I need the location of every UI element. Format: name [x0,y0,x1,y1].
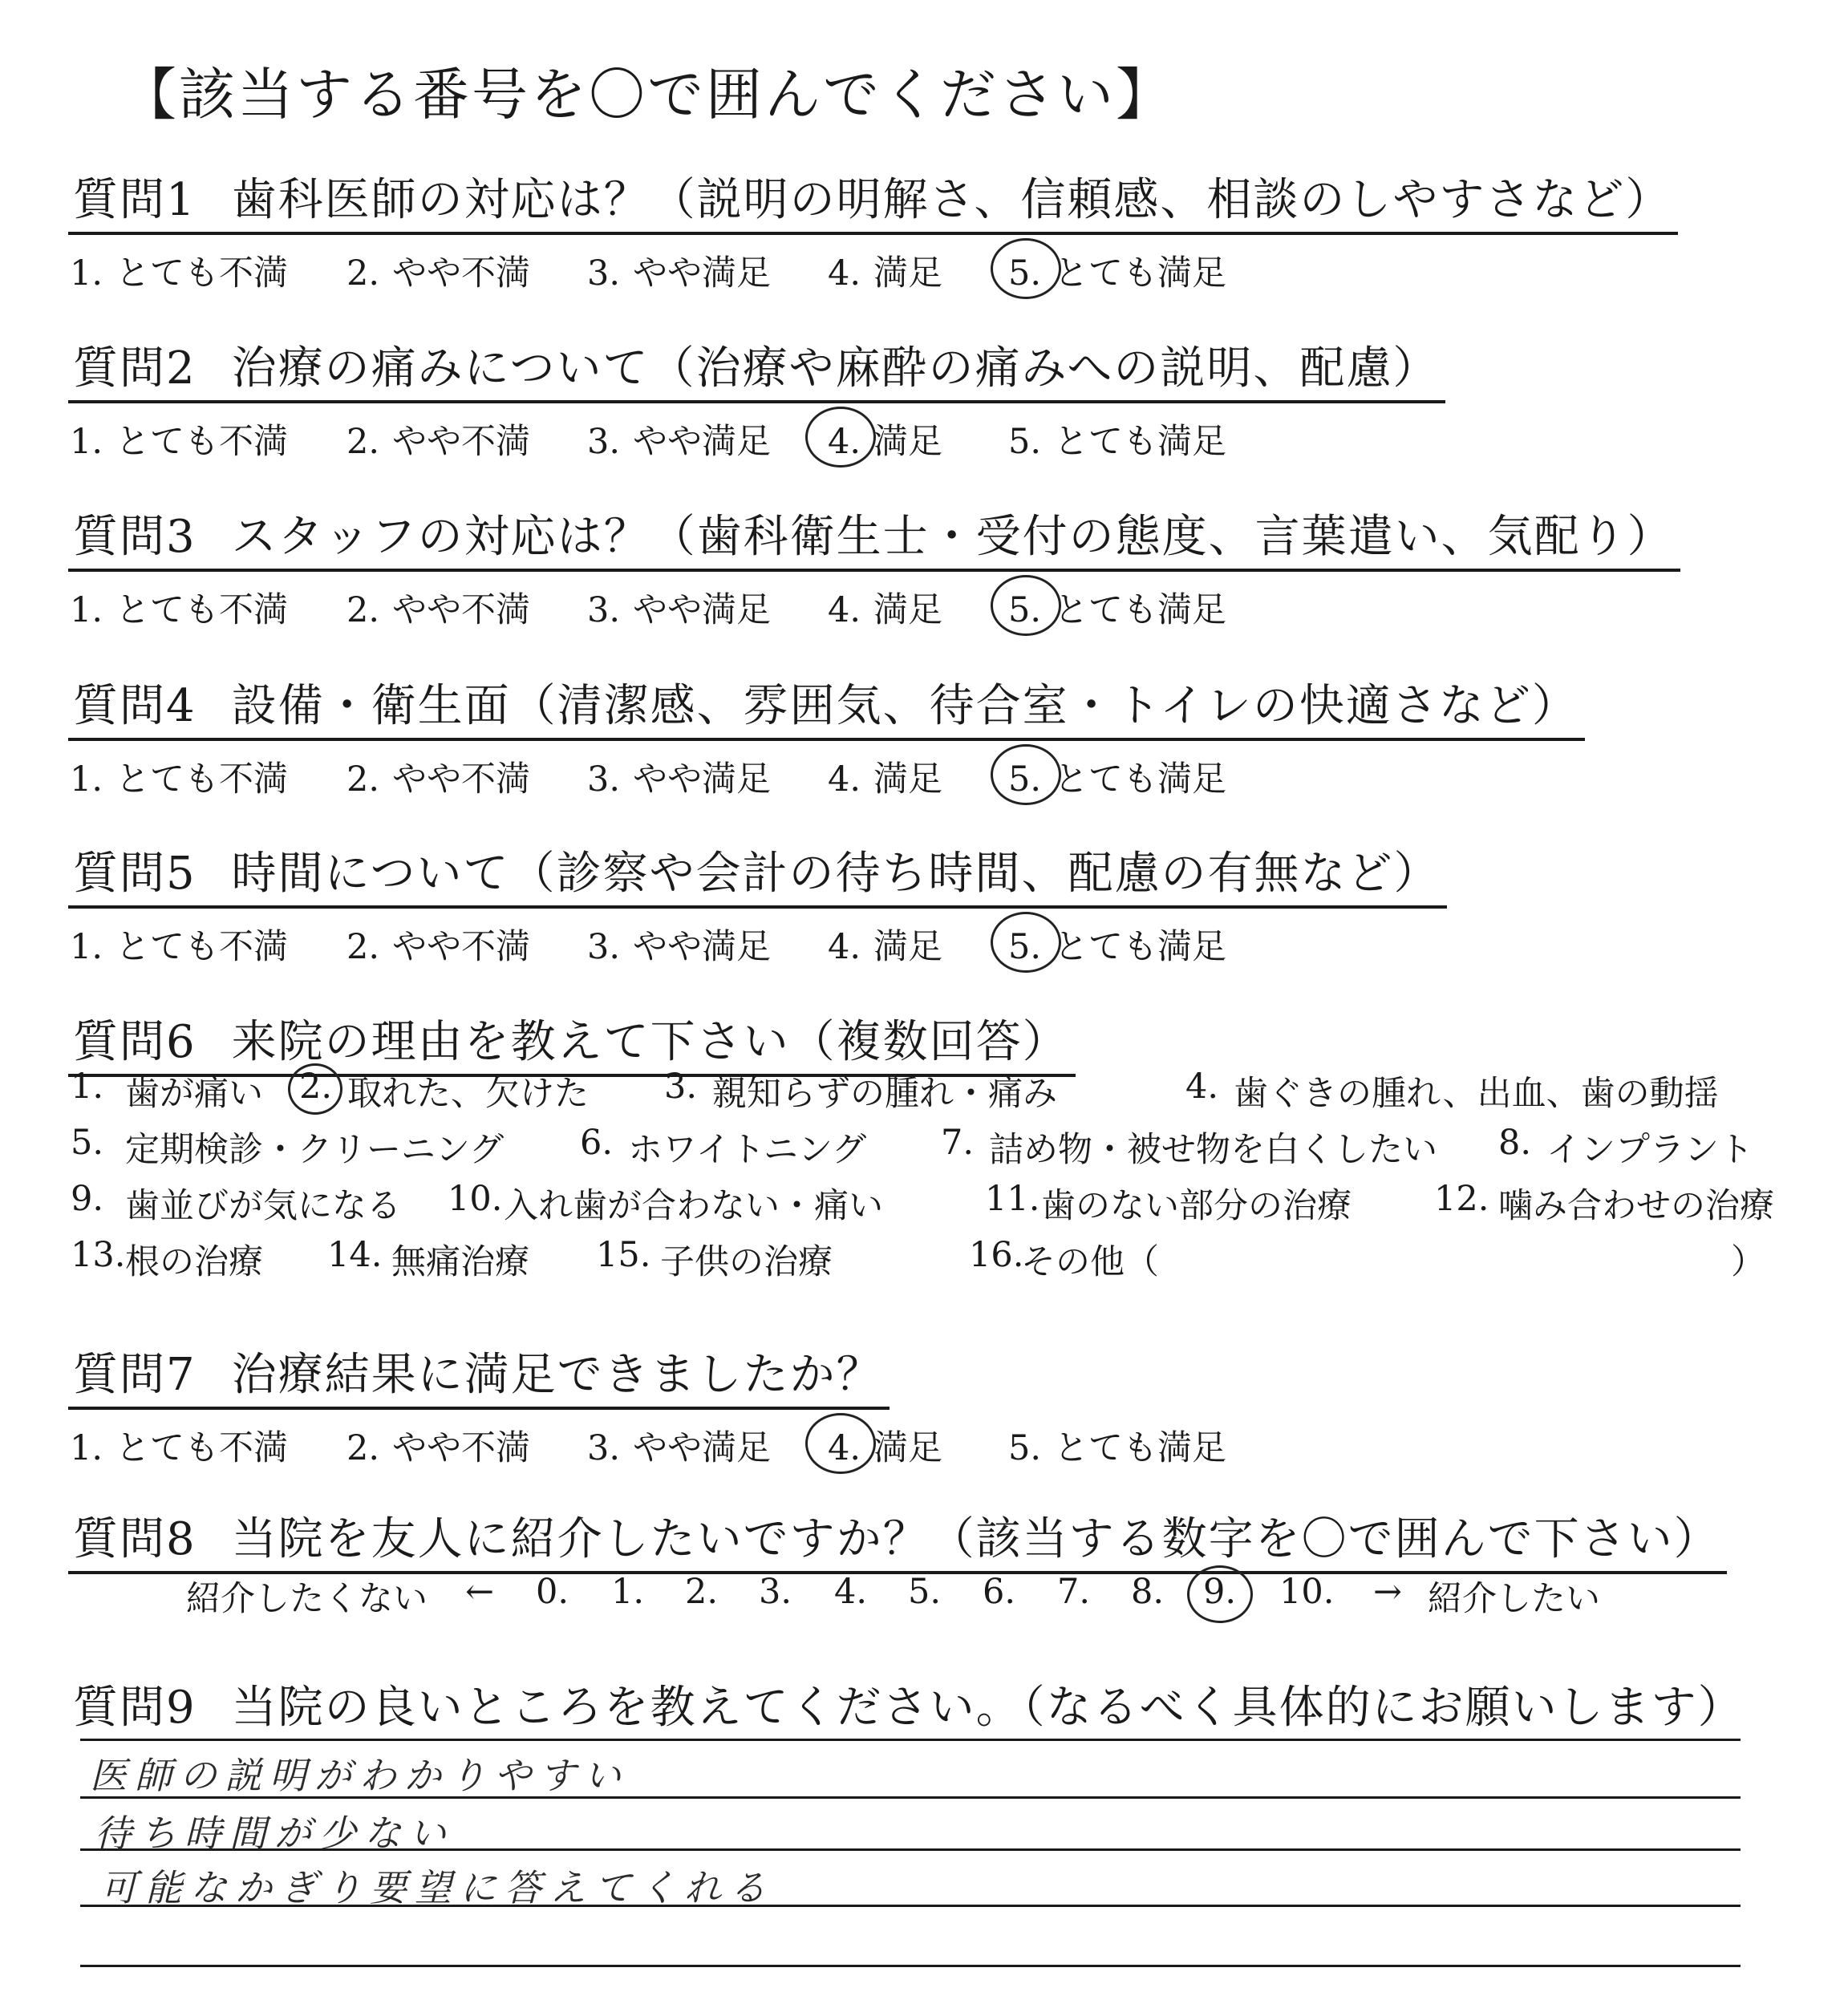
option-number: 1. [70,759,103,800]
question-text: 治療結果に満足できましたか？ [231,1349,883,1401]
question-label: 質問1 [73,174,197,226]
question-text: 設備・衛生面（清潔感、雰囲気、待合室・トイレの快適さなど） [231,680,1578,732]
option-label: インプラント [1546,1130,1753,1170]
answer-option-3[interactable] [587,583,771,632]
option-label: 歯ぐきの腫れ、出血、歯の動揺 [1234,1074,1719,1114]
page-title: 【該当する番号を〇で囲んでください】 [120,62,1174,128]
option-number[interactable]: 16. [969,1235,1024,1275]
answer-option-5[interactable] [1008,752,1226,801]
option-number[interactable]: 15. [596,1235,651,1275]
question-text: 来院の理由を教えて下さい（複数回答） [231,1016,1069,1068]
option-number[interactable]: 3. [664,1067,698,1107]
scale-option-10[interactable]: 10. [1279,1572,1335,1612]
answer-option-3[interactable] [587,920,771,969]
answer-scale [70,246,1833,294]
scale-option-6[interactable]: 6. [983,1572,1016,1612]
scale-left-label: 紹介したくない [186,1579,428,1619]
option-number: 2. [346,759,380,800]
question-1 [68,164,1833,294]
option-label: 歯のない部分の治療 [1041,1186,1352,1226]
option-number: 5. [1008,1428,1042,1468]
option-number: 3. [587,253,621,294]
option-number: 1. [70,927,103,967]
question-heading [68,1504,1727,1574]
option-number[interactable]: 1. [71,1067,104,1107]
option-number: 4. [828,927,861,967]
option-label: 詰め物・被せ物を白くしたい [989,1130,1437,1170]
option-number[interactable]: 6. [580,1123,614,1163]
answer-option-4[interactable] [828,1421,942,1470]
option-number: 5. [1008,590,1042,630]
option-label: やや不満 [392,253,531,294]
answer-option-1[interactable] [70,415,288,464]
answer-option-3[interactable] [587,1421,771,1470]
option-label: 歯が痛い [125,1074,263,1114]
question-5 [68,838,1833,968]
question-heading [68,501,1680,572]
option-number: 4. [828,422,861,462]
answer-option-1[interactable] [70,752,288,801]
option-number[interactable]: 13. [71,1235,126,1275]
answer-option-3[interactable] [587,246,771,295]
option-label: その他（ [1021,1242,1159,1282]
scale-option-2[interactable]: 2. [685,1572,719,1612]
option-label: 根の治療 [125,1242,263,1282]
option-label: 無痛治療 [391,1242,529,1282]
scale-option-8[interactable]: 8. [1131,1572,1165,1612]
question-2 [68,333,1833,463]
option-label: やや満足 [633,590,772,630]
answer-option-5[interactable] [1008,583,1226,632]
question-7 [68,1339,1833,1469]
answer-option-4[interactable] [828,920,942,969]
option-number[interactable]: 8. [1498,1123,1532,1163]
question-heading [68,1339,890,1410]
option-number: 2. [346,1428,380,1468]
option-label: とても満足 [1054,422,1227,462]
answer-option-2[interactable] [346,920,530,969]
option-label: やや満足 [633,422,772,462]
arrow-right-icon: → [1373,1572,1403,1612]
option-label: やや不満 [392,422,531,462]
question-text: 治療の痛みについて（治療や麻酔の痛みへの説明、配慮） [231,342,1440,395]
option-number[interactable]: 11. [985,1179,1040,1219]
answer-option-5[interactable] [1008,1421,1226,1470]
option-label: 入れ歯が合わない・痛い [504,1186,883,1226]
option-number: 4. [828,590,861,630]
option-number: 5. [1008,927,1042,967]
option-label: 満足 [873,759,943,800]
recommend-scale [0,1572,1848,1620]
scale-option-4[interactable]: 4. [834,1572,868,1612]
option-label: 満足 [873,1428,943,1468]
option-number: 1. [70,590,103,630]
option-label: 親知らずの腫れ・痛み [712,1074,1057,1114]
question-8 [68,1504,1833,1574]
option-number: 4. [828,759,861,800]
option-label: 満足 [873,422,943,462]
option-label: 歯並びが気になる [125,1186,401,1226]
answer-option-2[interactable] [346,246,530,295]
scale-option-0[interactable]: 0. [536,1572,569,1612]
answer-scale [70,583,1833,631]
question-label: 質問3 [73,511,197,563]
question-text: 当院を友人に紹介したいですか？（該当する数字を〇で囲んで下さい） [231,1513,1720,1565]
option-number[interactable]: 7. [941,1123,975,1163]
scale-option-7[interactable]: 7. [1057,1572,1091,1612]
option-label: とても不満 [116,1428,289,1468]
option-number[interactable]: 5. [71,1123,104,1163]
question-label: 質問9 [73,1682,197,1734]
question-label: 質問2 [73,342,197,395]
option-label: やや満足 [633,1428,772,1468]
option-number: 3. [587,422,621,462]
option-number: 5. [1008,422,1042,462]
option-label: とても不満 [116,590,289,630]
option-label: やや不満 [392,759,531,800]
option-label: 噛み合わせの治療 [1498,1186,1774,1226]
option-number[interactable]: 12. [1434,1179,1489,1219]
answer-option-4[interactable] [828,246,942,295]
option-number: 5. [1008,253,1042,294]
scale-option-1[interactable]: 1. [611,1572,645,1612]
question-heading [68,333,1445,403]
answer-option-1[interactable] [70,246,288,295]
answer-option-2[interactable] [346,752,530,801]
answer-option-4[interactable] [828,583,942,632]
option-number: 1. [70,422,103,462]
scale-option-3[interactable]: 3. [759,1572,792,1612]
answer-option-3[interactable] [587,415,771,464]
option-number: 5. [1008,759,1042,800]
question-9 [68,1672,1833,1739]
option-label: とても不満 [116,253,289,294]
option-number: 1. [70,1428,103,1468]
answer-option-1[interactable] [70,583,288,632]
question-heading [68,670,1585,741]
question-label: 質問4 [73,680,197,732]
answer-scale [70,920,1833,968]
option-label: とても不満 [116,759,289,800]
option-label: とても満足 [1054,927,1227,967]
option-number: 1. [70,253,103,294]
option-label: やや満足 [633,253,772,294]
option-number: 3. [587,590,621,630]
answer-option-1[interactable] [70,1421,288,1470]
question-heading [68,1672,1751,1739]
answer-option-5[interactable] [1008,415,1226,464]
answer-option-2[interactable] [346,583,530,632]
option-label: とても満足 [1054,590,1227,630]
option-label: とても不満 [116,927,289,967]
option-label: やや満足 [633,759,772,800]
answer-option-1[interactable] [70,920,288,969]
scale-option-9[interactable]: 9. [1203,1572,1237,1612]
question-label: 質問7 [73,1349,197,1401]
option-number: 3. [587,1428,621,1468]
scale-right-label: 紹介したい [1428,1579,1600,1619]
option-number: 2. [346,590,380,630]
answer-option-5[interactable] [1008,920,1226,969]
question-4 [68,670,1833,800]
option-label: やや満足 [633,927,772,967]
question-label: 質問8 [73,1513,197,1565]
answer-scale [70,415,1833,463]
answer-option-4[interactable] [828,752,942,801]
answer-scale [70,1421,1833,1469]
option-number[interactable]: 4. [1185,1067,1219,1107]
answer-line [80,1965,1741,1967]
option-label: 満足 [873,253,943,294]
option-label: 取れた、欠けた [347,1074,589,1114]
option-number: 2. [346,927,380,967]
arrow-left-icon: ← [465,1572,495,1612]
answer-line [80,1739,1741,1741]
option-number: 2. [346,422,380,462]
question-text: 歯科医師の対応は？（説明の明解さ、信頼感、相談のしやすさなど） [231,174,1672,226]
option-label: 満足 [873,927,943,967]
option-label: 定期検診・クリーニング [125,1130,505,1170]
option-label: ホワイトニング [628,1130,867,1170]
scale-option-5[interactable]: 5. [908,1572,942,1612]
option-label: とても満足 [1054,759,1227,800]
question-text: 当院の良いところを教えてください。（なるべく具体的にお願いします） [231,1682,1745,1734]
option-label: やや不満 [392,590,531,630]
option-label: 満足 [873,590,943,630]
option-number: 4. [828,253,861,294]
option-label: とても満足 [1054,253,1227,294]
answer-option-3[interactable] [587,752,771,801]
question-heading [68,164,1678,235]
option-label: やや不満 [392,927,531,967]
option-number[interactable]: 14. [327,1235,383,1275]
answer-option-4[interactable] [828,415,942,464]
handwritten-answer: 医師の説明がわかりやすい [90,1754,629,1797]
option-number[interactable]: 2. [299,1067,333,1107]
handwritten-answer: 可能なかぎり要望に答えてくれる [100,1866,774,1909]
question-heading [68,838,1447,909]
question-text: 時間について（診察や会計の待ち時間、配慮の有無など） [231,848,1441,900]
answer-option-2[interactable] [346,1421,530,1470]
question-3 [68,501,1833,631]
option-label: ） [1731,1242,1765,1282]
handwritten-answer: 待ち時間が少ない [95,1812,454,1855]
option-number: 4. [828,1428,861,1468]
answer-scale [70,752,1833,800]
option-label: やや不満 [392,1428,531,1468]
option-label: とても満足 [1054,1428,1227,1468]
option-number[interactable]: 9. [71,1179,104,1219]
option-number: 3. [587,759,621,800]
option-number: 2. [346,253,380,294]
answer-option-5[interactable] [1008,246,1226,295]
option-label: とても不満 [116,422,289,462]
option-number[interactable]: 10. [448,1179,503,1219]
option-number: 3. [587,927,621,967]
answer-option-2[interactable] [346,415,530,464]
option-label: 子供の治療 [660,1242,833,1282]
question-label: 質問5 [73,848,197,900]
question-label: 質問6 [73,1016,197,1068]
question-text: スタッフの対応は？（歯科衛生士・受付の態度、言葉遣い、気配り） [231,511,1674,563]
